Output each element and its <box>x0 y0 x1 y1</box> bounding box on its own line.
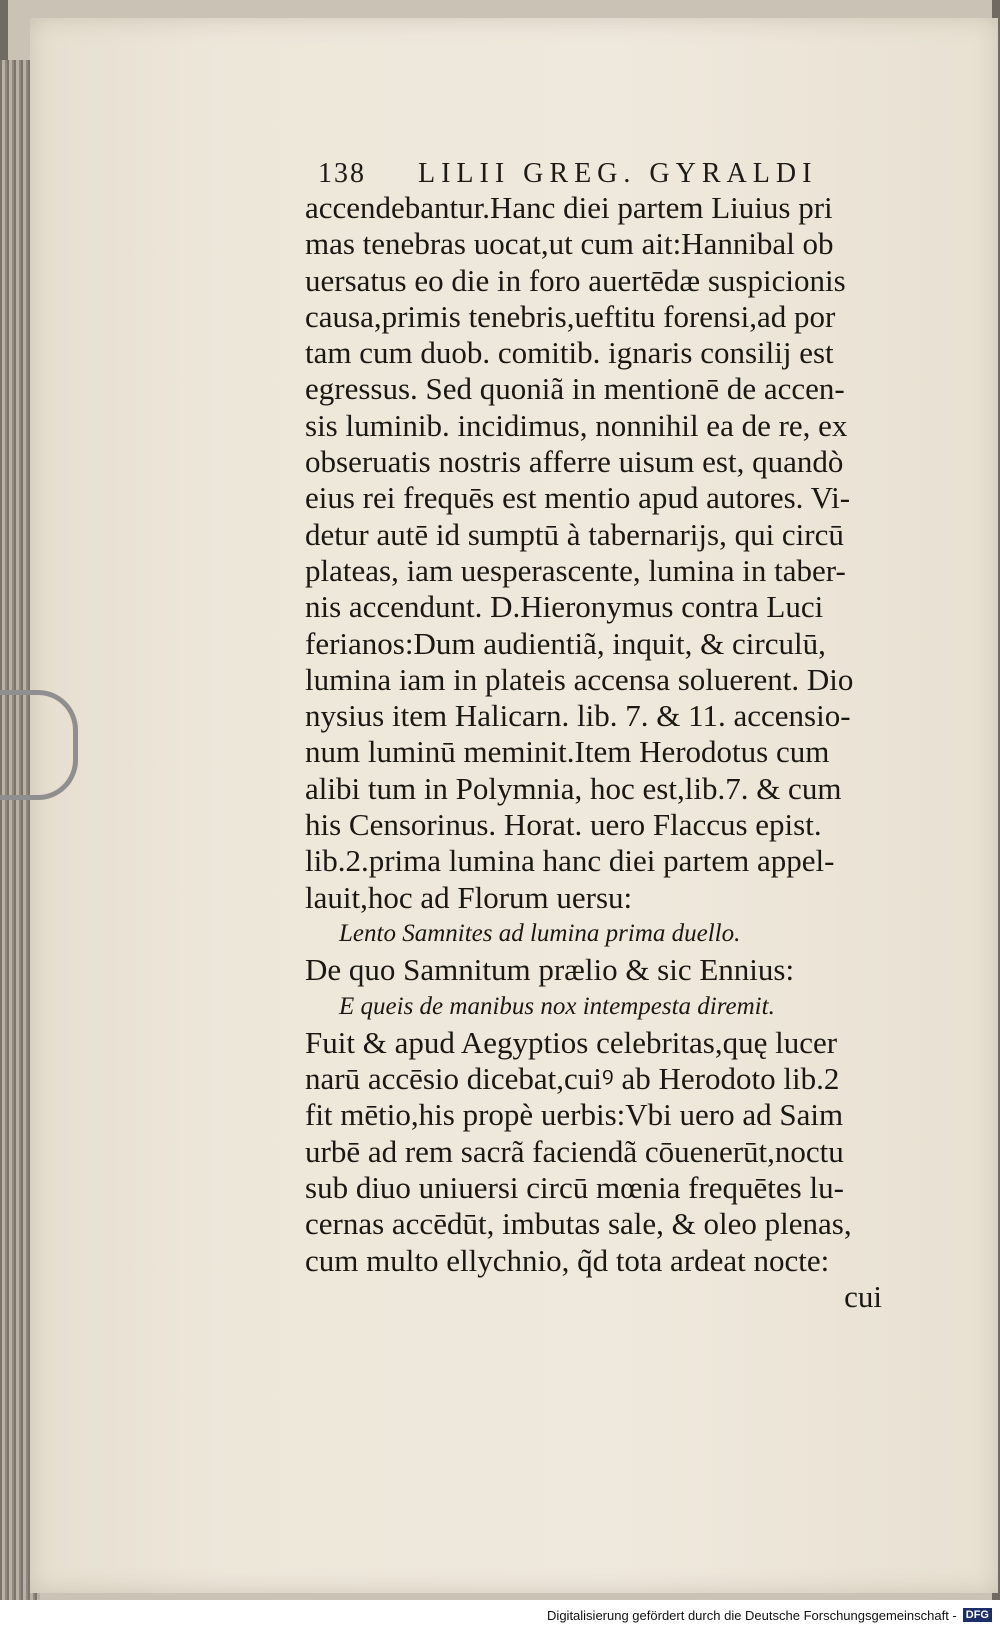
text-line: cernas accēdūt, imbutas sale, & oleo plenas, <box>305 1206 852 1242</box>
text-line: nysius item Halicarn. lib. 7. & 11. accensio- <box>305 698 851 734</box>
text-line: tam cum duob. comitib. ignaris consilij est <box>305 335 834 371</box>
digitization-footer <box>0 1600 1000 1630</box>
text-line: eius rei frequēs est mentio apud autores. Vi- <box>305 480 851 516</box>
folio-number: 138 <box>318 158 366 189</box>
text-line: fit mētio,his propè uerbis:Vbi uero ad Saim <box>305 1097 844 1133</box>
text-line: his Censorinus. Horat. uero Flaccus epist. <box>305 807 822 843</box>
text-line: alibi tum in Polymnia, hoc est,lib.7. & cum <box>305 770 842 806</box>
text-line: cum multo ellychnio, q̃d tota ardeat nocte: <box>305 1242 830 1278</box>
text-line: nis accendunt. D.Hieronymus contra Luci <box>305 589 824 625</box>
text-line: detur autē id sumptū à tabernarijs, qui circū <box>305 516 844 552</box>
text-line: causa,primis tenebris,ueftitu forensi,ad por <box>305 298 836 334</box>
funding-notice: Digitalisierung gefördert durch die Deutsche Forschungsgemeinschaft - <box>547 1607 957 1623</box>
text-line: egressus. Sed quoniã in mentionē de accen- <box>305 371 845 407</box>
running-title: LILII GREG. GYRALDI <box>418 158 818 189</box>
dfg-logo: DFG <box>963 1608 992 1622</box>
verse-quotation: Lento Samnites ad lumina prima duello. <box>339 919 741 947</box>
text-line: mas tenebras uocat,ut cum ait:Hannibal ob <box>305 226 834 262</box>
verse-quotation: E queis de manibus nox intempesta diremit. <box>339 992 775 1020</box>
text-line: sis luminib. incidimus, nonnihil ea de re, ex <box>305 407 848 443</box>
text-line: accendebantur.Hanc diei partem Liuius pri <box>305 190 833 225</box>
page-clip <box>0 690 78 800</box>
text-line: obseruatis nostris afferre uisum est, quandò <box>305 444 844 480</box>
text-line: sub diuo uniuersi circū mœnia frequētes lu- <box>305 1170 844 1206</box>
text-line: urbē ad rem sacrã faciendã cōuenerūt,noctu <box>305 1133 844 1169</box>
text-line: narū accēsio dicebat,cuiꝰ ab Herodoto lib.2 <box>305 1061 840 1097</box>
text-line: uersatus eo die in foro auertēdæ suspicionis <box>305 262 846 298</box>
text-line: ferianos:Dum audientiã, inquit, & circulū, <box>305 625 826 661</box>
page-header <box>318 158 878 190</box>
text-line: lumina iam in plateis accensa soluerent. Dio <box>305 661 854 697</box>
text-line: num luminū meminit.Item Herodotus cum <box>305 734 830 770</box>
text-line: plateas, iam uesperascente, lumina in taber- <box>305 552 846 588</box>
text-line: lauit,hoc ad Florum uersu: <box>305 879 633 915</box>
text-line: Fuit & apud Aegyptios celebritas,quę lucer <box>305 1024 838 1060</box>
page-text <box>305 190 890 1315</box>
catchword: cui <box>844 1278 882 1314</box>
text-line: De quo Samnitum prælio & sic Ennius: <box>305 952 795 988</box>
text-line: lib.2.prima lumina hanc diei partem appel- <box>305 843 835 879</box>
